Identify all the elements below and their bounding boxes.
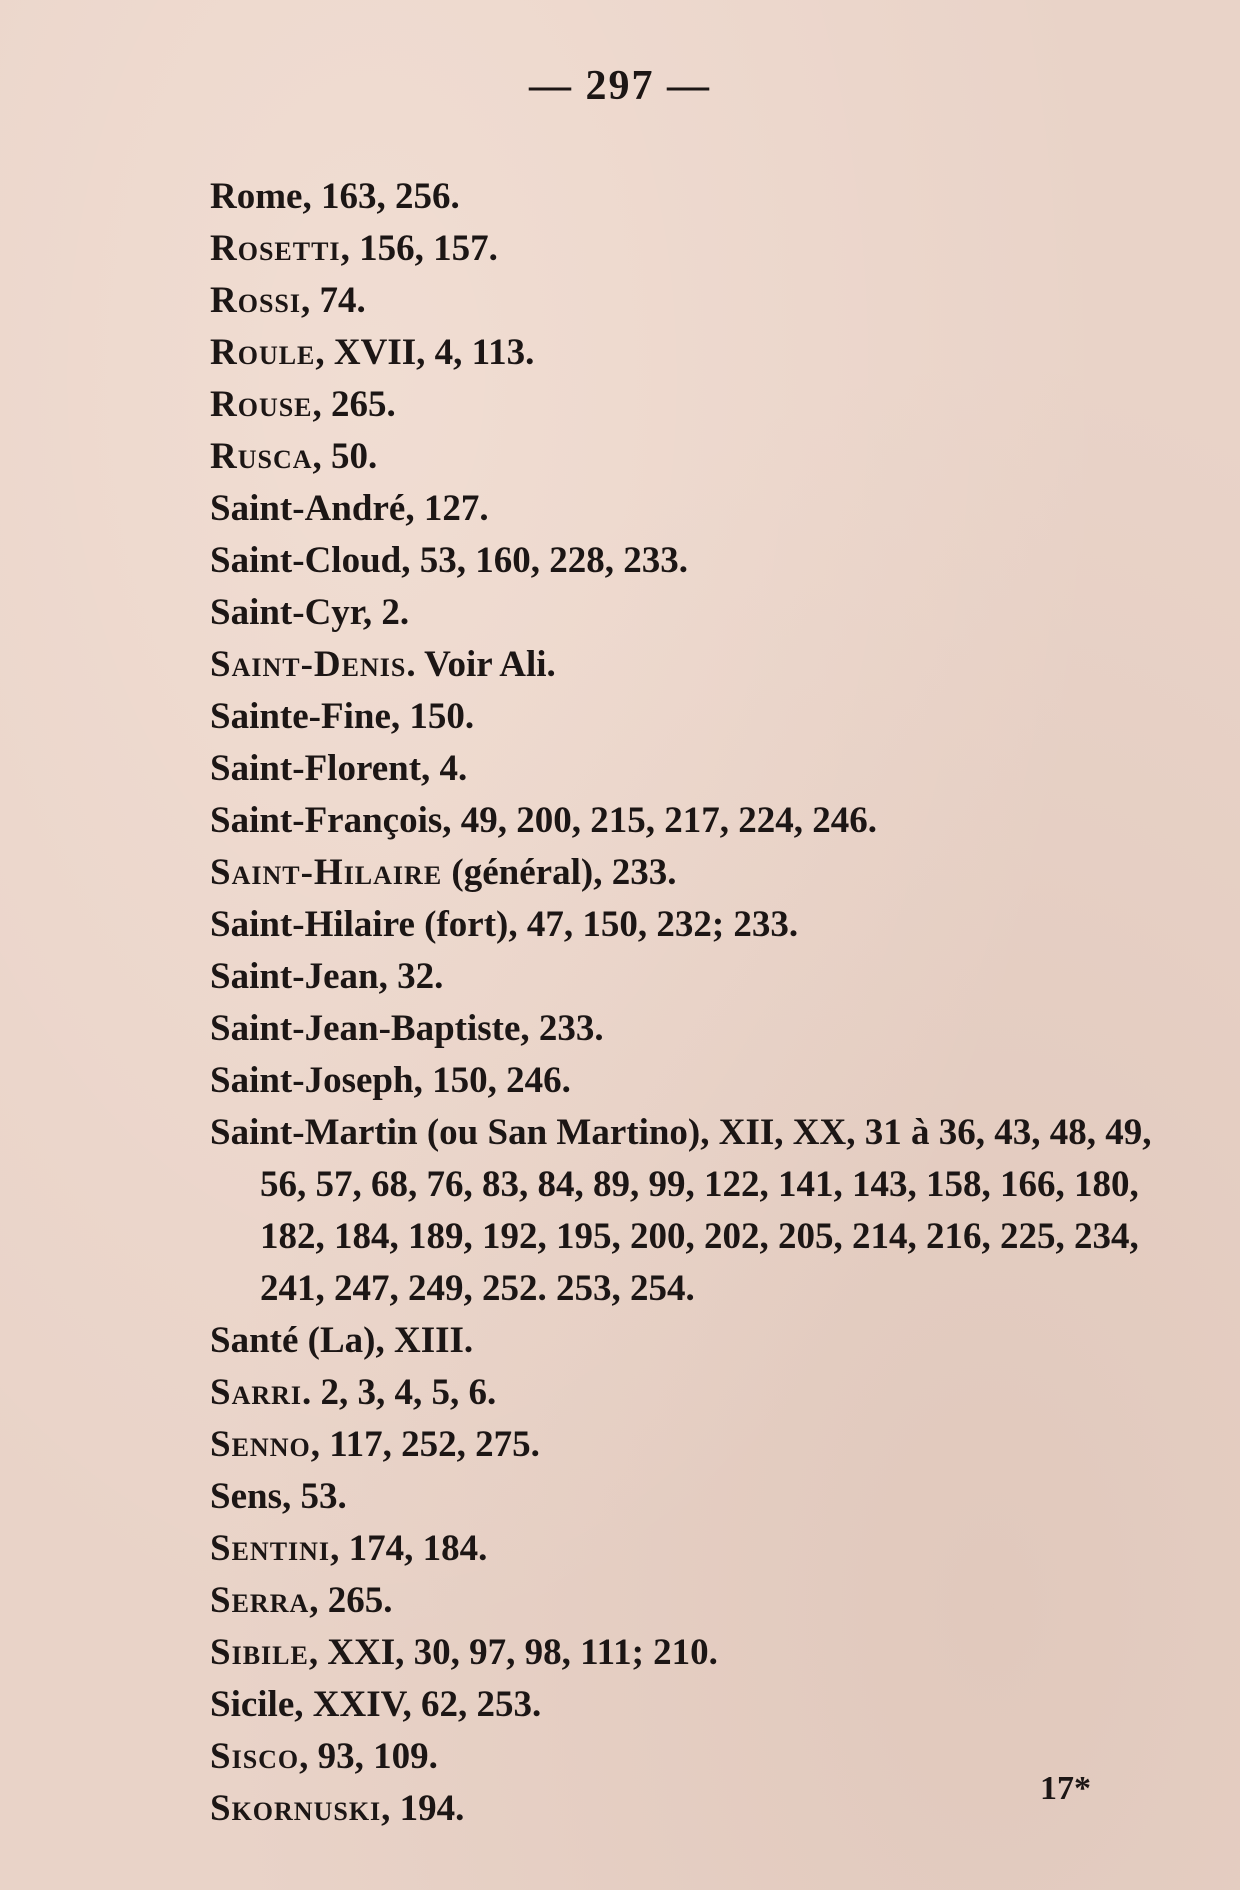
entry-refs: , XXIV, 62, 253. xyxy=(294,1684,542,1725)
entry-refs: , 4. xyxy=(421,748,468,789)
entry-refs: , 2. xyxy=(362,592,410,633)
index-entry xyxy=(210,847,1210,899)
index-entry xyxy=(210,1315,1210,1367)
entry-name: Saint-Florent xyxy=(210,748,422,789)
entry-refs: , 47, 150, 232; 233. xyxy=(508,904,799,945)
entry-name: Saint-Hilaire xyxy=(210,852,443,893)
index-entry xyxy=(210,483,1210,535)
entry-name: Sens xyxy=(210,1476,282,1517)
entry-name: Sentini xyxy=(210,1528,331,1569)
entry-name: Saint-François xyxy=(210,800,443,841)
entry-refs: (général), 233. xyxy=(442,852,677,893)
entry-refs: , 150, 246. xyxy=(413,1060,571,1101)
index-entry xyxy=(210,431,1210,483)
index-entry xyxy=(210,587,1210,639)
entry-name: Rouse xyxy=(210,384,313,425)
entry-name: Senno xyxy=(210,1424,311,1465)
entry-name: Roule xyxy=(210,332,316,373)
entry-name: Santé (La) xyxy=(210,1320,376,1361)
index-entry xyxy=(210,639,1210,691)
index-list xyxy=(210,171,1210,1835)
index-entry xyxy=(210,1107,1180,1315)
entry-refs: , 163, 256. xyxy=(302,176,460,217)
entry-name: Saint-Cloud xyxy=(210,540,402,581)
page-number: — 297 — xyxy=(529,63,711,109)
index-entry xyxy=(210,379,1210,431)
entry-refs: , 74. xyxy=(300,280,366,321)
index-entry xyxy=(210,535,1210,587)
entry-name: Saint-Joseph xyxy=(210,1060,414,1101)
entry-refs: , 174, 184. xyxy=(330,1528,488,1569)
index-entry xyxy=(210,171,1210,223)
index-entry xyxy=(210,1627,1210,1679)
entry-name: Rosetti xyxy=(210,228,341,269)
index-entry xyxy=(210,951,1210,1003)
entry-refs: , XIII. xyxy=(375,1320,474,1361)
index-entry xyxy=(210,899,1210,951)
entry-refs: , 150. xyxy=(390,696,475,737)
index-entry xyxy=(210,1003,1210,1055)
entry-name: Saint-Jean-Baptiste xyxy=(210,1008,521,1049)
index-entry xyxy=(210,1367,1210,1419)
entry-name: Skornuski xyxy=(210,1788,382,1829)
entry-refs: , 127. xyxy=(405,488,489,529)
entry-refs: , XXI, 30, 97, 98, 111; 210. xyxy=(308,1632,718,1673)
entry-refs: , 93, 109. xyxy=(299,1736,438,1777)
entry-name: Serra xyxy=(210,1580,310,1621)
index-entry xyxy=(210,1471,1210,1523)
entry-refs: , 50. xyxy=(312,436,378,477)
index-entry xyxy=(210,1419,1210,1471)
entry-refs: , 265. xyxy=(312,384,396,425)
entry-name: Saint-Jean xyxy=(210,956,379,997)
entry-name: Rossi xyxy=(210,280,301,321)
index-entry xyxy=(210,743,1210,795)
index-entry xyxy=(210,223,1210,275)
entry-refs: , 233. xyxy=(520,1008,604,1049)
entry-name: Sibile xyxy=(210,1632,309,1673)
index-entry xyxy=(210,327,1210,379)
entry-name: Sainte-Fine xyxy=(210,696,391,737)
entry-name: Sarri xyxy=(210,1372,303,1413)
signature-mark: 17* xyxy=(1040,1770,1091,1807)
entry-name: Sisco xyxy=(210,1736,300,1777)
index-entry xyxy=(210,795,1210,847)
entry-refs: , 32. xyxy=(378,956,444,997)
entry-refs: , 49, 200, 215, 217, 224, 246. xyxy=(442,800,878,841)
index-entry xyxy=(210,1055,1210,1107)
entry-refs: . Voir Ali. xyxy=(406,644,556,685)
entry-refs: , 53, 160, 228, 233. xyxy=(401,540,688,581)
entry-name: Sicile xyxy=(210,1684,295,1725)
entry-refs: , XII, XX, 31 à 36, 43, 48, 49, 56, 57, 68, 76, 83, 84, 89, 99, 122, 141, 143, 158, 166, 180, 182, 184, 189, 192, 195, 200, 202, 205, 214, 216, 225, 234, 241, 247, 249, 252. 253, 254. xyxy=(260,1112,1152,1309)
entry-refs: , XVII, 4, 113. xyxy=(315,332,535,373)
entry-name: Saint-André xyxy=(210,488,406,529)
index-entry xyxy=(210,275,1210,327)
entry-name: Rusca xyxy=(210,436,313,477)
entry-refs: , 117, 252, 275. xyxy=(310,1424,540,1465)
entry-refs: , 53. xyxy=(281,1476,347,1517)
entry-name: Saint-Hilaire (fort) xyxy=(210,904,509,945)
entry-refs: , 156, 157. xyxy=(340,228,498,269)
entry-name: Saint-Denis xyxy=(210,644,407,685)
entry-refs: , 265. xyxy=(309,1580,393,1621)
entry-name: Saint-Martin (ou San Martino) xyxy=(210,1112,701,1153)
index-entry xyxy=(210,1523,1210,1575)
entry-refs: . 2, 3, 4, 5, 6. xyxy=(302,1372,497,1413)
index-entry xyxy=(210,691,1210,743)
index-entry xyxy=(210,1575,1210,1627)
entry-name: Rome xyxy=(210,176,303,217)
index-entry xyxy=(210,1679,1210,1731)
entry-refs: , 194. xyxy=(381,1788,465,1829)
entry-name: Saint-Cyr xyxy=(210,592,363,633)
